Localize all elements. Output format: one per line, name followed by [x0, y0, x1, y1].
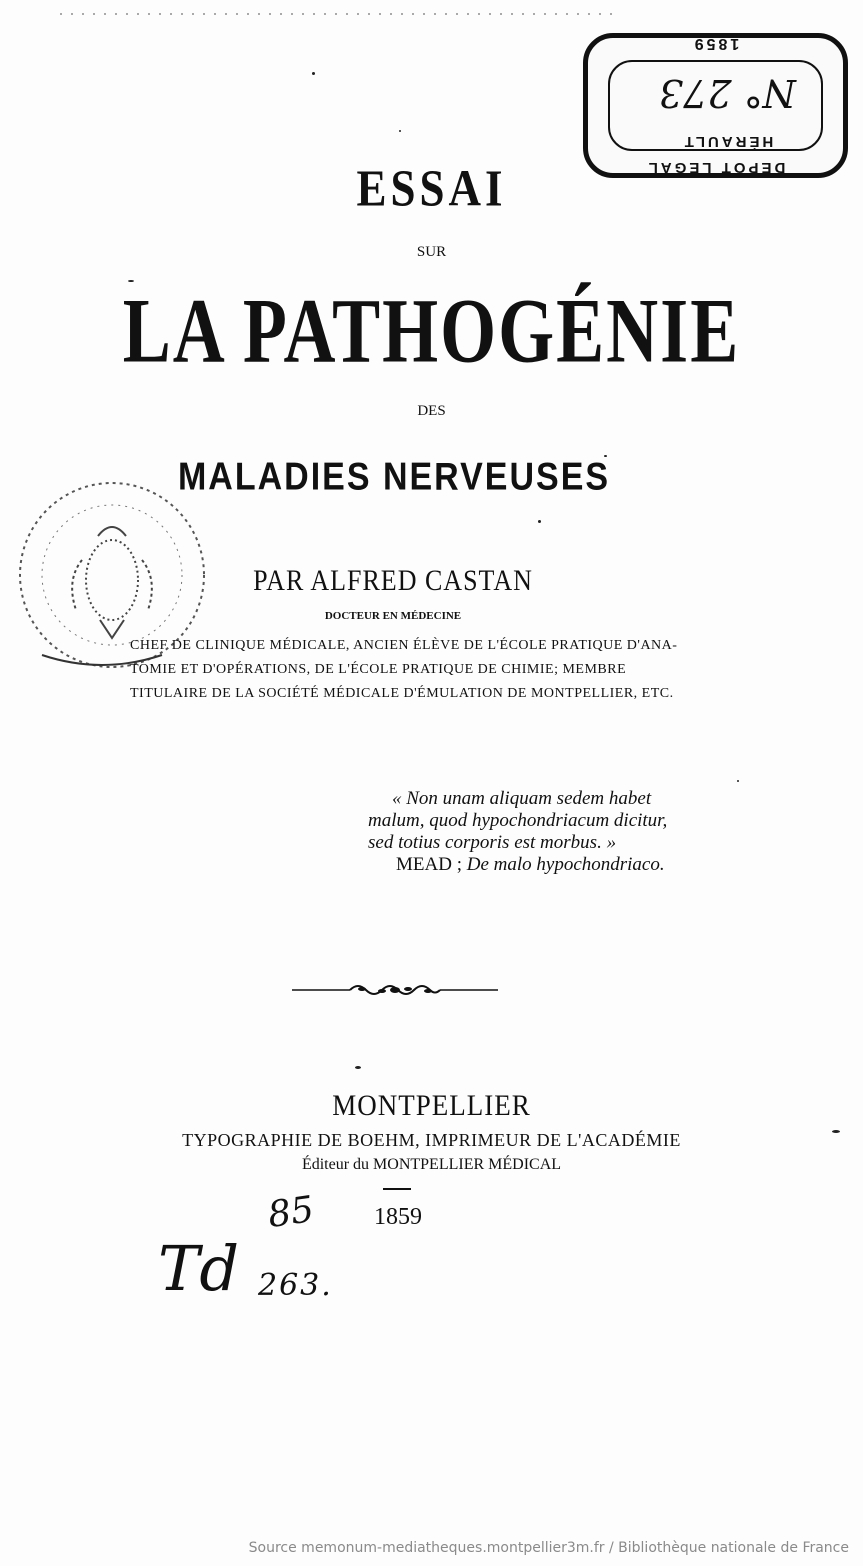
imprint-rule	[383, 1188, 411, 1190]
epigraph-line: sed totius corporis est morbus. »	[368, 832, 617, 853]
scan-noise-top	[60, 8, 620, 20]
publisher-journal: MONTPELLIER MÉDICAL	[373, 1156, 562, 1173]
credentials-line: TITULAIRE DE LA SOCIÉTÉ MÉDICALE D'ÉMULATION DE MONTPELLIER, ETC.	[130, 686, 674, 701]
author-degree: DOCTEUR EN MÉDECINE	[324, 610, 462, 622]
author-name: PAR ALFRED CASTAN	[253, 564, 533, 597]
epigraph-attribution	[368, 854, 698, 876]
stamp-inner-frame	[608, 60, 823, 151]
stamp-year: 1859	[691, 35, 740, 52]
shelfmark-number: 263.	[258, 1268, 333, 1303]
title-des: DES	[417, 403, 446, 419]
title-sur: SUR	[416, 244, 447, 260]
ink-speck	[312, 72, 315, 75]
main-title: LA PATHOGÉNIE	[122, 279, 741, 383]
title-essai: ESSAI	[356, 159, 507, 217]
ornament-divider	[290, 978, 500, 1002]
shelfmark-top: 85	[265, 1189, 317, 1236]
ink-speck	[538, 520, 541, 523]
legal-deposit-stamp	[583, 33, 848, 178]
stamp-upper-text: DÉPOT LÉGAL	[645, 159, 786, 176]
shelfmark-prefix: Td	[158, 1232, 240, 1305]
attribution-work: De malo hypochondriaco.	[466, 854, 665, 875]
epigraph-line: malum, quod hypochondriacum dicitur,	[368, 810, 668, 831]
stamp-number: N° 273	[659, 71, 796, 115]
attribution-author: MEAD ;	[396, 854, 462, 875]
credentials-line: CHEF DE CLINIQUE MÉDICALE, ANCIEN ÉLÈVE DE L'ÉCOLE PRATIQUE D'ANA-	[130, 638, 678, 653]
epigraph-line: « Non unam aliquam sedem habet	[392, 788, 652, 809]
subject-title: MALADIES NERVEUSES	[177, 455, 611, 499]
imprint-year: 1859	[374, 1204, 422, 1230]
source-line: Source memonum-mediatheques.montpellier3m.fr / Bibliothèque nationale de France	[248, 1540, 849, 1556]
publisher-prefix: Éditeur du	[301, 1156, 370, 1173]
imprint-city: MONTPELLIER	[332, 1088, 531, 1122]
epigraph	[368, 788, 698, 876]
imprint-printer: TYPOGRAPHIE DE BOEHM, IMPRIMEUR DE L'ACADÉMIE	[182, 1130, 681, 1150]
imprint-publisher	[0, 1156, 863, 1174]
stamp-middle-text: HÉRAULT	[681, 133, 774, 150]
credentials-line: TOMIE ET D'OPÉRATIONS, DE L'ÉCOLE PRATIQUE DE CHIMIE; MEMBRE	[130, 662, 627, 677]
ink-speck	[737, 780, 739, 782]
author-credentials	[130, 634, 680, 706]
ink-speck	[399, 130, 401, 132]
ink-speck	[355, 1066, 361, 1069]
